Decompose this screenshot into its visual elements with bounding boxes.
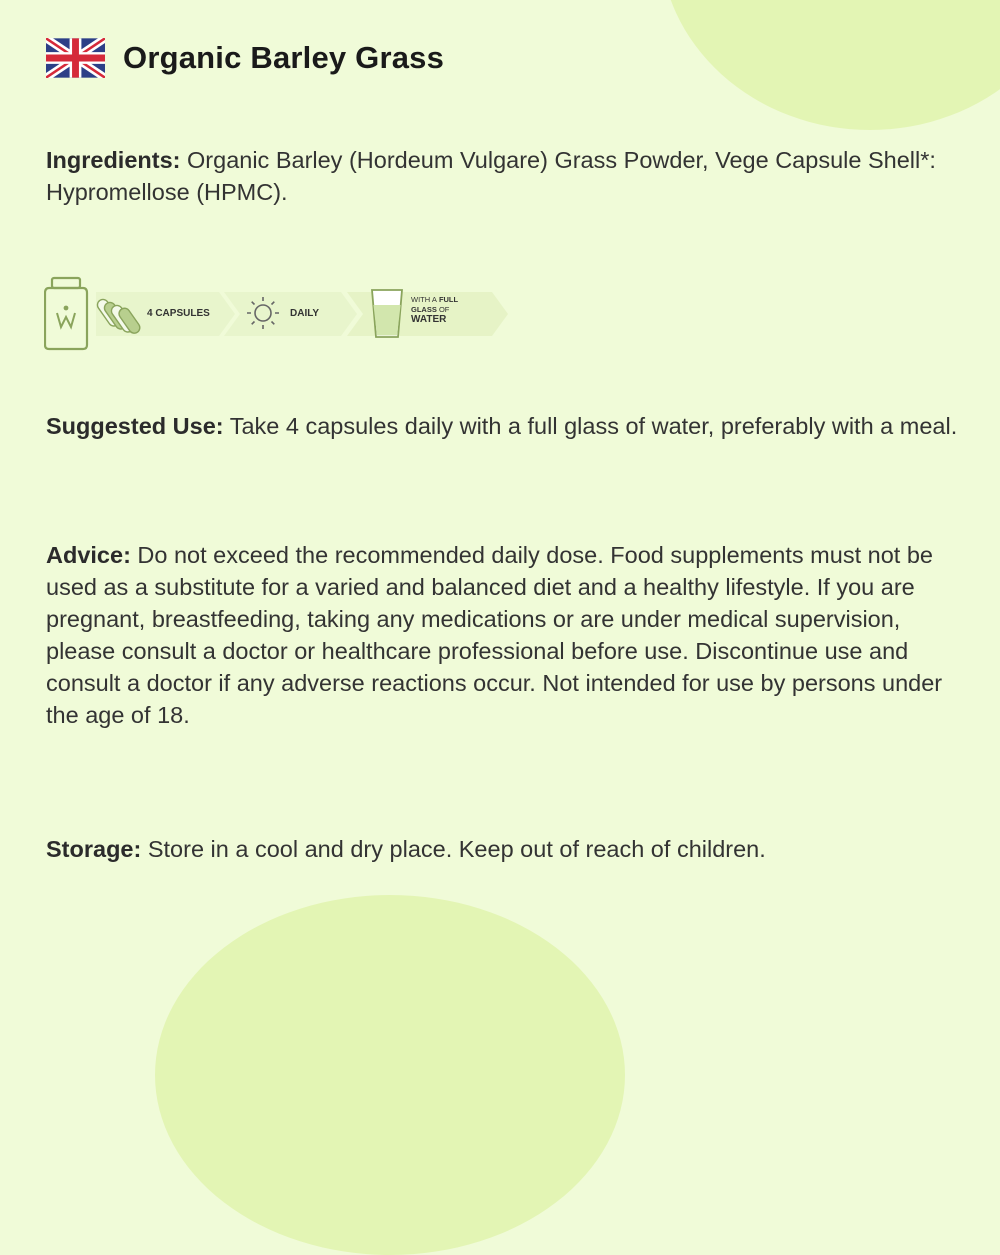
suggested-use-label: Suggested Use: (46, 413, 224, 439)
capsules-label: 4 CAPSULES (147, 308, 210, 319)
storage-label: Storage: (46, 836, 142, 862)
ingredients-label: Ingredients: (46, 147, 181, 173)
storage-text: Store in a cool and dry place. Keep out of reach of children. (141, 836, 766, 862)
product-header (46, 38, 444, 78)
advice-label: Advice: (46, 542, 131, 568)
water-label-of: OF (438, 305, 450, 314)
uk-flag-icon (46, 38, 105, 78)
daily-label: DAILY (290, 308, 320, 319)
usage-instructions-strip (44, 275, 514, 353)
product-title: Organic Barley Grass (123, 40, 445, 75)
suggested-use-text: Take 4 capsules daily with a full glass of water, preferably with a meal. (223, 413, 958, 439)
suggested-use-section (46, 410, 961, 442)
ingredients-text: Organic Barley (Hordeum Vulgare) Grass Powder, Vege Capsule Shell*: Hypromellose (HPMC). (46, 147, 936, 205)
water-label-full: FULL (438, 295, 459, 304)
water-label-with-a: WITH A (411, 295, 437, 304)
supplement-jar-icon (45, 278, 87, 349)
advice-text: Do not exceed the recommended daily dose. Food supplements must not be used as a substitute for a varied and balanced diet and a healthy lifestyle. If you are pregnant, breastfeeding, taking any medications or are under medical supervision, please consult a doctor or healthcare professional before use. Discontinue use and consult a doctor if any adverse reactions occur. Not intended for use by persons under the age of 18. (46, 542, 943, 728)
water-glass-icon (372, 290, 402, 337)
water-label-water: WATER (411, 314, 447, 325)
water-label-glass: GLASS (411, 305, 437, 314)
storage-section (46, 833, 961, 865)
ingredients-section (46, 144, 961, 208)
advice-section (46, 539, 961, 731)
water-label (411, 295, 481, 325)
